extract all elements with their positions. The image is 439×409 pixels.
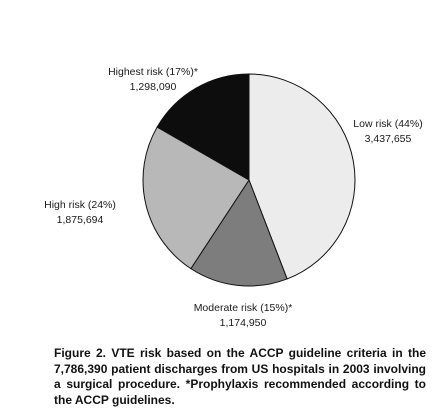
slice-value-highest-risk: 1,298,090 (129, 81, 177, 93)
slice-label-low-risk: Low risk (44%) (353, 118, 423, 130)
slice-label-moderate-risk: Moderate risk (15%)* (193, 302, 293, 314)
slice-label-highest-risk: Highest risk (17%)* (108, 66, 198, 78)
slice-value-low-risk: 3,437,655 (364, 133, 412, 145)
pie-slices (143, 74, 355, 286)
slice-value-high-risk: 1,875,694 (56, 214, 104, 226)
figure-caption: Figure 2. VTE risk based on the ACCP guideline criteria in the 7,786,390 patient discharges from US hospitals in 2003 involving a surgical procedure. *Prophylaxis recommended according to the ACCP guidelines. (54, 346, 426, 407)
slice-label-high-risk: High risk (24%) (44, 199, 116, 211)
slice-value-moderate-risk: 1,174,950 (219, 317, 267, 329)
